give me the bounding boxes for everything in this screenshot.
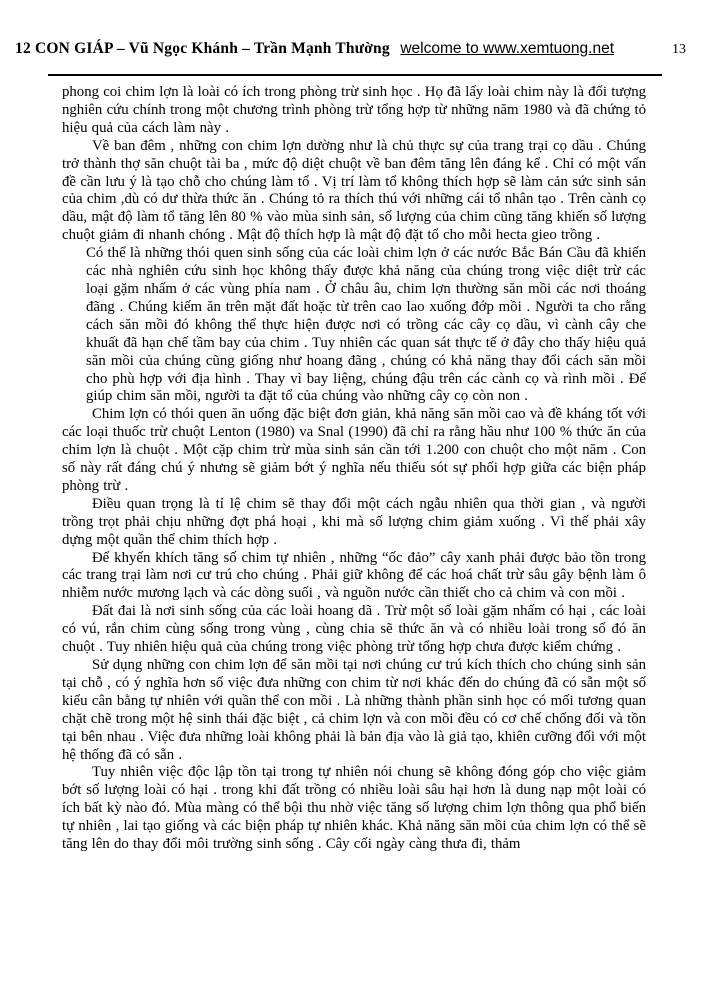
- paragraph: Về ban đêm , những con chim lợn dường như là chủ thực sự của trang trại cọ dầu . Chúng trở thành thợ săn chuột tài ba , mức độ diệt chuột về ban đêm tăng lên đáng kể . Chỉ có một vấn đề cần lưu ý là tạo chỗ cho chúng làm tổ . Vị trí làm tổ không thích hợp sẽ làm cản sức sinh sản của chim ,dù có dư thừa thức ăn . Chúng tỏ ra thích thú với những cái tổ nhân tạo . Trên cành cọ dầu, mật độ làm tổ tăng lên 80 % vào mùa sinh sản, số lượng của chim cũng tăng khiến số lượng chuột giảm đi nhanh chóng . Mật độ thích hợp là mật độ đặt tổ cho mỗi hecta gieo trồng .: [62, 137, 646, 244]
- page-body: [62, 84, 646, 854]
- paragraph: Điều quan trọng là tỉ lệ chim sẽ thay đổi một cách ngẫu nhiên qua thời gian , và người trồng trọt phải chịu những đợt phá hoại , khi mà số lượng chim giảm xuống . Vì thế phải xây dựng một quần thể chim thích hợp .: [62, 495, 646, 548]
- paragraph: Để khyến khích tăng số chim tự nhiên , những “ốc đảo” cây xanh phải được bảo tồn trong các trang trại làm nơi cư trú cho chúng . Phải giữ không để các hoá chất trừ sâu gây bệnh làm ô nhiễm nước mương lạch và các dòng suối , và nguồn nước cần thiết cho cả chim và con mồi .: [62, 549, 646, 602]
- book-title: 12 CON GIÁP – Vũ Ngọc Khánh – Trần Mạnh Thường: [15, 40, 390, 57]
- paragraph: Tuy nhiên việc độc lập tồn tại trong tự nhiên nói chung sẽ không đóng góp cho việc giảm bớt số lượng loài có hại . trong khi đất trồng có nhiều loài sâu hại hơn là dung nạp một loài có ích bất kỳ nào đó. Mùa màng có thể bội thu nhờ việc tăng số lượng chim lợn thông qua phổ biến tự nhiên , lai tạo giống và các biện pháp tự nhiên khác. Khả năng săn mồi của chim lợn có thể sẽ tăng lên do thay đổi môi trường sinh sống . Cây cối ngày càng thưa đi, thảm: [62, 764, 646, 853]
- page-header: [15, 40, 686, 58]
- paragraph: Sử dụng những con chim lợn để săn mồi tại nơi chúng cư trú kích thích cho chúng sinh sản tại chỗ , có ý nghĩa hơn số việc đưa những con chim từ nơi khác đến do chúng đã có sẵn một số kiểu cân bằng tự nhiên với quần thể con mồi . Là những thành phần sinh học có mối tương quan chặt chẽ trong một hệ sinh thái đặc biệt , cả chim lợn và con mồi đều có cơ chế chống đối và tồn tại bên nhau . Việc đưa những loài không phải là bản địa vào là giả tạo, khiên cưỡng đối với một hệ thống đã có sẵn .: [62, 657, 646, 763]
- header-divider: [48, 74, 662, 76]
- page-number: 13: [672, 42, 686, 57]
- paragraph: Có thể là những thói quen sinh sống của các loài chim lợn ở các nước Bắc Bán Cầu đã khiến các nhà nghiên cứu sinh học không thấy được khả năng của chúng trong việc diệt trừ các loại gặm nhấm ở các vùng phía nam . Ở châu âu, chim lợn thường săn mồi các nơi thoáng đãng . Chúng kiếm ăn trên mặt đất hoặc từ trên cao lao xuống đớp mồi . Người ta cho rằng cách săn mồi đó không thể thực hiện được nơi có trồng các cây cọ dầu, vì cành cây che khuất đã hạn chế tầm bay của chim . Tuy nhiên các quan sát thực tế ở đây cho thấy hiệu quả săn mồi của chúng cũng giống như hoang đãng , chúng có khả năng thay đổi cách săn mồi cho phù hợp với địa hình . Thay vì bay liệng, chúng đậu trên các cành cọ và rình mồi . Để giúp chim săn mồi, người ta đặt tổ của chúng vào những cây cọ còn non .: [86, 245, 646, 405]
- website-link[interactable]: welcome to www.xemtuong.net: [400, 40, 614, 57]
- paragraph: Chim lợn có thói quen ăn uống đặc biệt đơn giản, khả năng săn mồi cao và đề kháng tốt với các loại thuốc trừ chuột Lenton (1980) va Snal (1990) đã chỉ ra rằng hầu như 100 % thức ăn của chim lợn là chuột . Một cặp chim trừ mùa sinh sản cần tới 1.200 con chuột cho một năm . Con số này rất đáng chú ý nhưng sẽ giảm bớt ý nghĩa nếu thiếu sót sự phối hợp giữa các biện pháp phòng trừ .: [62, 406, 646, 494]
- paragraph: Đất đai là nơi sinh sống của các loài hoang dã . Trừ một số loài gặm nhấm có hại , các loài có vú, rắn chim cùng sống trong vùng , cùng chia sẽ thức ăn và có nhiều loài trong số đó ăn chuột . Tuy nhiên hiệu quả của chúng trong việc phòng trừ tổng hợp chưa được kiểm chứng .: [62, 603, 646, 656]
- paragraph: phong coi chim lợn là loài có ích trong phòng trừ sinh học . Họ đã lấy loài chim này là đối tượng nghiên cứu chính trong một chương trình phòng trừ tổng hợp từ những năm 1980 và đã chứng tỏ hiệu quả của cách làm này .: [62, 84, 646, 136]
